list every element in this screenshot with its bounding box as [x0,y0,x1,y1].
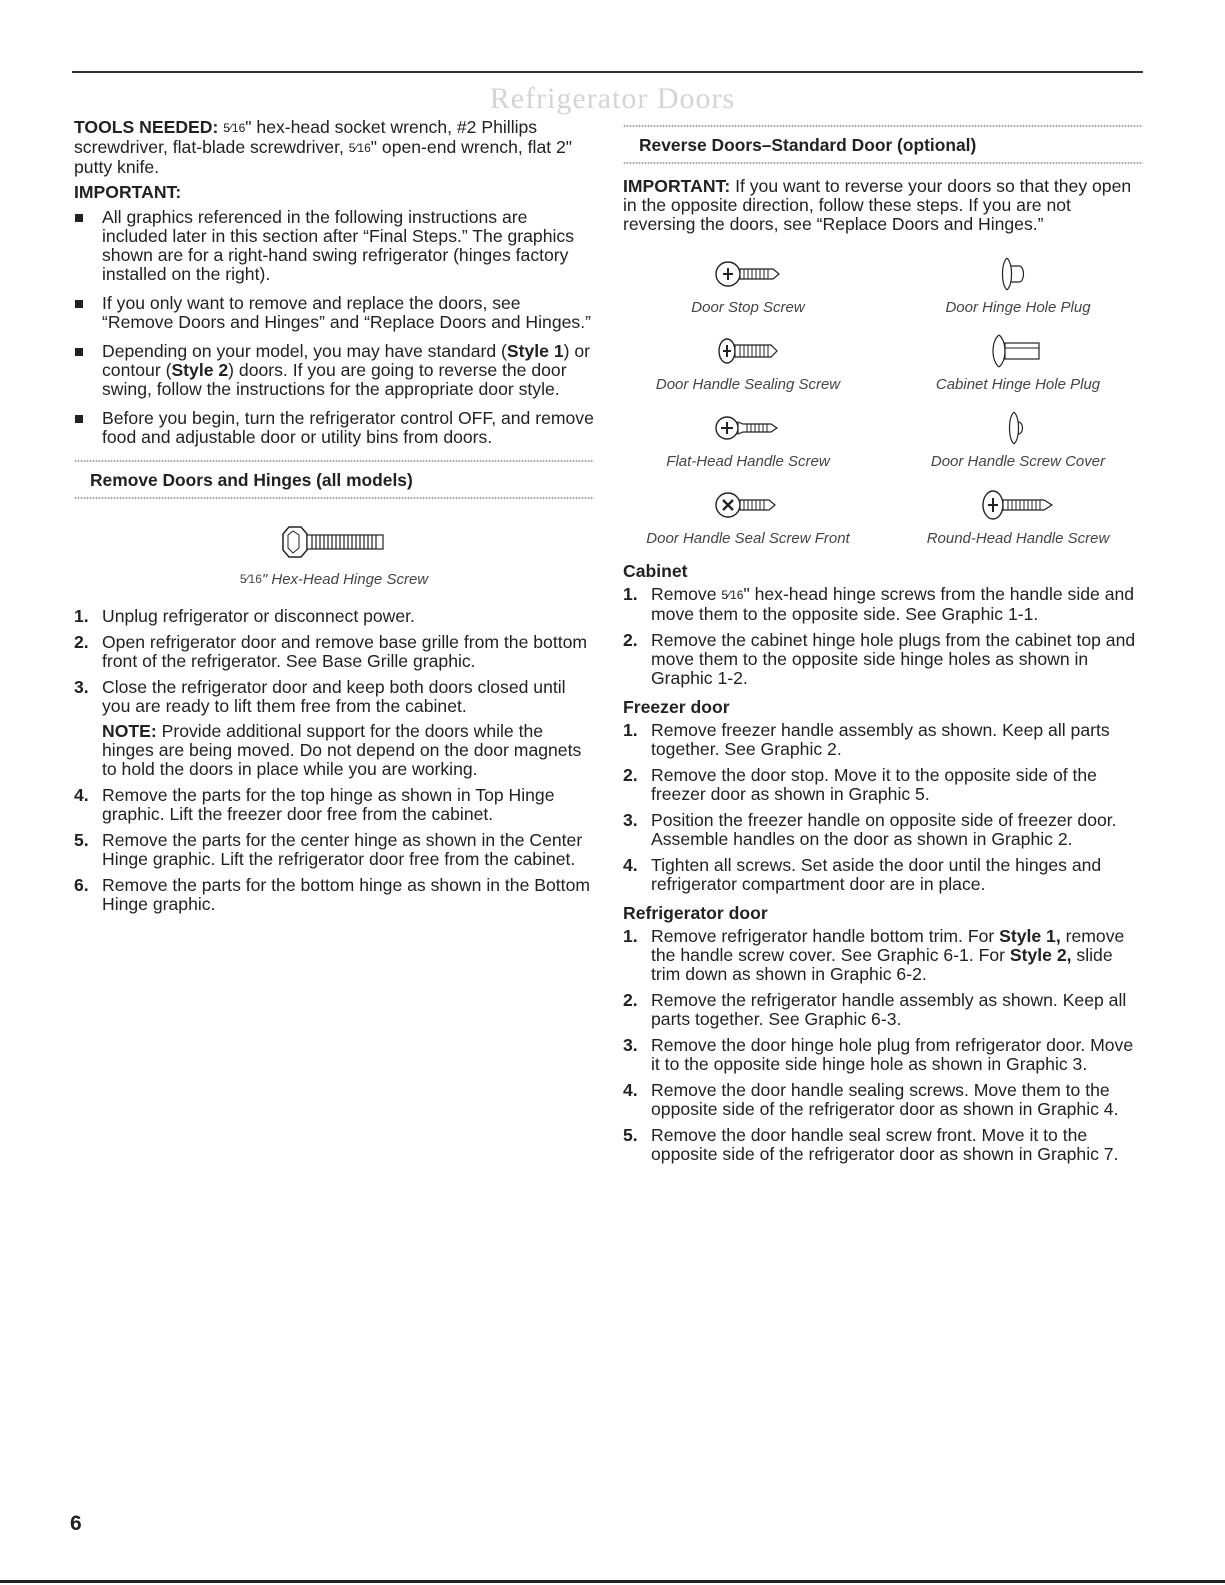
step-number: 1. [623,584,638,604]
step-number: 3. [623,810,638,830]
right-column [623,124,1143,1171]
step-item [74,786,594,824]
step-text: Remove the parts for the top hinge as shown in Top Hinge graphic. Lift the freezer door free from the cabinet. [102,785,555,824]
step-item [74,633,594,671]
bullet-square-icon [75,214,83,222]
important-heading: IMPORTANT: [74,182,182,202]
top-rule [72,71,1143,73]
step-item [74,678,594,779]
step-number: 5. [74,830,89,850]
step-item [623,721,1143,759]
refrigerator-door-steps [623,927,1143,1164]
step-text: Remove the parts for the center hinge as shown in the Center Hinge graphic. Lift the refrigerator door free from the cabinet. [102,830,583,869]
step-text: Unplug refrigerator or disconnect power. [102,606,415,626]
part-cabinet-hinge-hole-plug [893,331,1143,394]
style2-label: Style 2 [171,360,229,380]
part-flat-head-handle-screw [623,408,873,471]
bullet-item [74,294,594,332]
step-text: Remove the door handle seal screw front. Move it to the opposite side of the refrigerator door as shown in Graphic 7. [651,1125,1119,1164]
caption-text: " Hex-Head Hinge Screw [261,571,429,588]
bullet-item [74,208,594,284]
part-door-handle-sealing-screw [623,331,873,394]
note-label: NOTE: [102,721,157,741]
note-text: Provide additional support for the doors while the hinges are being moved. Do not depend on the door magnets to hold the doors in place while you are working. [102,721,582,779]
step-text: Remove the parts for the bottom hinge as shown in the Bottom Hinge graphic. [102,875,591,914]
section-title: Reverse Doors–Standard Door (optional) [639,135,977,155]
part-caption: Flat-Head Handle Screw [666,453,830,470]
step-number: 2. [623,990,638,1010]
step-text-b: " hex-head hinge screws from the handle side and move them to the opposite side. See Graphic 1-1. [651,584,1135,624]
door-handle-sealing-screw-icon [713,331,783,371]
flat-head-handle-screw-icon [713,408,783,448]
step-number: 3. [74,677,89,697]
bullet-text: If you only want to remove and replace the doors, see “Remove Doors and Hinges” and “Replace Doors and Hinges.” [102,293,591,332]
round-head-handle-screw-icon [978,485,1058,525]
step-text: Open refrigerator door and remove base grille from the bottom front of the refrigerator. See Base Grille graphic. [102,632,588,671]
bullet-text: All graphics referenced in the following instructions are included later in this section after “Final Steps.” The graphics shown are for a right-hand swing refrigerator (hinges factory installed on the right). [102,207,575,284]
cabinet-hinge-hole-plug-icon [983,331,1053,371]
step-item [623,811,1143,849]
step-text: Remove freezer handle assembly as shown. Keep all parts together. See Graphic 2. [651,720,1110,759]
cabinet-steps [623,585,1143,688]
step-text-a: Remove refrigerator handle bottom trim. For [651,926,1000,946]
tools-text-1: " hex-head socket wrench, #2 Phillips screwdriver, flat-blade screwdriver, [74,117,538,157]
important-label: IMPORTANT: [623,176,731,196]
step-number: 6. [74,875,89,895]
step-text-a: Remove [651,584,722,604]
step-item [623,585,1143,624]
hex-head-screw-icon [279,524,389,560]
step-number: 4. [74,785,89,805]
step-number: 4. [623,1080,638,1100]
part-door-stop-screw [623,254,873,317]
part-round-head-handle-screw [893,485,1143,548]
step-item [74,876,594,914]
step-text: Remove the refrigerator handle assembly as shown. Keep all parts together. See Graphic 6-3. [651,990,1127,1029]
parts-grid [623,254,1143,548]
step-item [623,766,1143,804]
bullet-square-icon [75,415,83,423]
figure-caption [74,570,594,589]
note [102,722,594,779]
step-number: 2. [623,765,638,785]
style2-label: Style 2, [1009,945,1072,965]
bullet-item [74,342,594,399]
step-fraction: 5⁄16 [721,588,744,602]
step-item [623,1036,1143,1074]
bullet-text-a: Depending on your model, you may have standard ( [102,341,507,361]
step-number: 1. [623,720,638,740]
step-number: 1. [623,926,638,946]
part-caption: Door Handle Sealing Screw [655,376,841,393]
cabinet-heading: Cabinet [623,561,688,581]
important-paragraph [623,177,1143,234]
page-number: 6 [70,1512,82,1535]
left-column [74,118,594,921]
step-text: Remove the door stop. Move it to the opposite side of the freezer door as shown in Graphic 5. [651,765,1097,804]
step-item [74,607,594,626]
bottom-rule [0,1580,1225,1583]
step-number: 2. [74,632,89,652]
section-remove-doors [74,459,594,500]
part-door-handle-seal-screw-front [623,485,873,548]
door-stop-screw-icon [713,254,783,294]
door-handle-seal-screw-front-icon [713,485,783,525]
step-item [74,831,594,869]
door-handle-screw-cover-icon [998,408,1038,448]
dotted-divider [623,124,1143,128]
step-text: Remove the door hinge hole plug from refrigerator door. Move it to the opposite side hinge hole as shown in Graphic 3. [651,1035,1134,1074]
style1-label: Style 1, [999,926,1061,946]
bullet-text-b: ) or contour ( [102,341,591,380]
remove-doors-steps [74,607,594,914]
tools-label: TOOLS NEEDED: [74,117,219,137]
step-item [623,1081,1143,1119]
hex-head-hinge-screw-figure [74,524,594,589]
dotted-divider [74,496,594,500]
part-door-hinge-hole-plug [893,254,1143,317]
step-item [623,927,1143,984]
step-number: 2. [623,630,638,650]
section-title: Remove Doors and Hinges (all models) [90,470,413,490]
bullet-item [74,409,594,447]
page-title: Refrigerator Doors [489,82,736,115]
freezer-steps [623,721,1143,894]
step-text-b: remove the handle screw cover. See Graphic 6-1. For [651,926,1125,965]
step-number: 1. [74,606,89,626]
freezer-heading: Freezer door [623,697,730,717]
part-door-handle-screw-cover [893,408,1143,471]
bullet-text: Before you begin, turn the refrigerator control OFF, and remove food and adjustable door or utility bins from doors. [102,408,594,447]
bullet-square-icon [75,300,83,308]
step-text-c: slide trim down as shown in Graphic 6-2. [651,945,1113,984]
bullet-square-icon [75,348,83,356]
step-number: 3. [623,1035,638,1055]
part-caption: Door Stop Screw [691,299,805,316]
door-hinge-hole-plug-icon [993,254,1043,294]
step-item [623,1126,1143,1164]
step-item [623,991,1143,1029]
step-text: Close the refrigerator door and keep both doors closed until you are ready to lift them free from the cabinet. [102,677,566,716]
step-number: 4. [623,855,638,875]
part-caption: Door Handle Screw Cover [930,453,1106,470]
part-caption: Cabinet Hinge Hole Plug [935,376,1101,393]
tools-text-2: " open-end wrench, flat 2" putty knife. [74,137,573,177]
section-reverse-doors [623,124,1143,165]
tools-fraction-2: 5⁄16 [348,141,371,155]
step-text: Remove the door handle sealing screws. Move them to the opposite side of the refrigerator door as shown in Graphic 4. [651,1080,1119,1119]
bullet-text-c: ) doors. If you are going to reverse the door swing, follow the instructions for the appropriate door style. [102,360,567,399]
important-bullets [74,208,594,447]
style1-label: Style 1 [506,341,564,361]
tools-fraction-1: 5⁄16 [223,121,246,135]
part-caption: Door Hinge Hole Plug [945,299,1091,316]
part-caption: Round-Head Handle Screw [926,530,1110,547]
dotted-divider [623,161,1143,165]
step-item [623,631,1143,688]
important-text: If you want to reverse your doors so that they open in the opposite direction, follow these steps. If you are not reversing the doors, see “Replace Doors and Hinges.” [623,176,1132,234]
step-text: Position the freezer handle on opposite side of freezer door. Assemble handles on the door as shown in Graphic 2. [651,810,1117,849]
caption-fraction: 5⁄16 [239,572,262,586]
tools-needed [74,118,594,177]
step-number: 5. [623,1125,638,1145]
step-text: Remove the cabinet hinge hole plugs from the cabinet top and move them to the opposite side hinge holes as shown in Graphic 1-2. [651,630,1136,688]
dotted-divider [74,459,594,463]
part-caption: Door Handle Seal Screw Front [646,530,850,547]
step-item [623,856,1143,894]
refrigerator-door-heading: Refrigerator door [623,903,768,923]
step-text: Tighten all screws. Set aside the door until the hinges and refrigerator compartment door are in place. [651,855,1102,894]
